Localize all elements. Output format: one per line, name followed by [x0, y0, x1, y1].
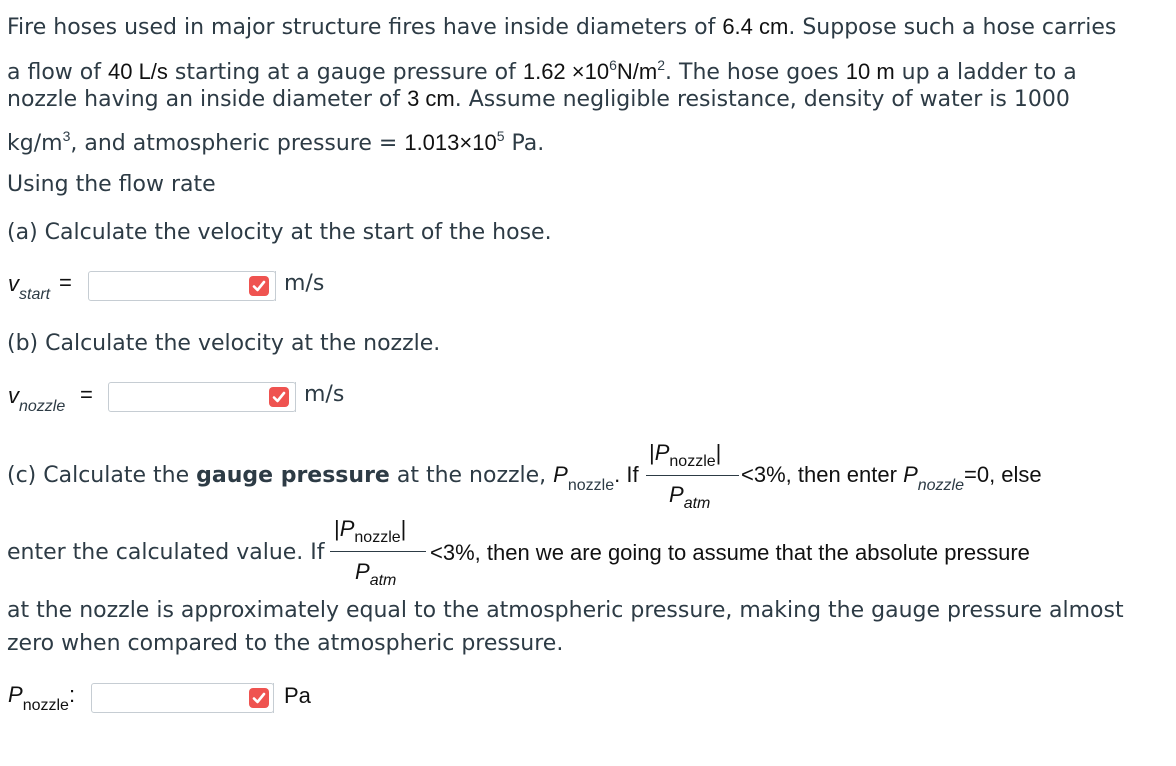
checkmark-icon — [249, 276, 269, 296]
problem-line-4 — [7, 119, 544, 161]
input-separator — [273, 683, 274, 713]
part-c-text: at the nozzle, — [389, 463, 554, 488]
fraction-2-bar — [330, 551, 426, 552]
p-symbol: P — [339, 516, 355, 541]
input-separator — [295, 382, 296, 412]
var-symbol: v — [8, 383, 19, 408]
part-c-text: <3%, then we are going to assume that the absolute pressure — [430, 540, 1030, 565]
var-subscript: start — [19, 286, 51, 303]
checkmark-icon — [269, 387, 289, 407]
problem-text: a flow of — [7, 60, 108, 85]
p-symbol: P — [553, 462, 568, 487]
using-flow-rate-text: Using the flow rate — [7, 172, 216, 197]
fraction-1-numerator: $|P_{nozzle}|$ — [649, 440, 722, 470]
p-subscript: nozzle — [22, 697, 69, 714]
atm-exponent: 5 — [496, 128, 505, 144]
p-subscript: nozzle — [354, 529, 401, 546]
p-subscript: nozzle — [567, 477, 615, 494]
part-c-text: . If — [614, 462, 639, 487]
p-subscript: nozzle — [917, 477, 964, 494]
part-c-variable — [8, 682, 76, 714]
problem-text: . Suppose such a hose carries — [788, 15, 1117, 40]
pressure-mantissa: 1.62 ×10 — [522, 59, 610, 84]
p-symbol: P — [669, 482, 684, 507]
p-symbol: P — [355, 559, 370, 584]
p-symbol: P — [654, 440, 670, 465]
part-c-unit: Pa — [284, 683, 311, 708]
gauge-pressure-emphasis: gauge pressure — [196, 463, 390, 488]
height-value: 10 m — [845, 59, 895, 84]
part-c-question-line-2a: enter the calculated value. If — [7, 540, 325, 565]
part-a-equals: = — [59, 270, 72, 295]
checkmark-icon — [249, 688, 269, 708]
colon: : — [68, 682, 76, 707]
problem-line-1 — [7, 10, 1116, 45]
pressure-unit: N/m — [616, 59, 658, 84]
part-a-question: (a) Calculate the velocity at the start of the hose. — [7, 220, 552, 245]
part-b-unit: m/s — [304, 382, 345, 407]
nozzle-diameter-value: 3 cm — [407, 86, 455, 111]
part-c-question-line-3: at the nozzle is approximately equal to the atmospheric pressure, making the gauge pressure almost — [7, 598, 1124, 623]
density-unit-exponent: 3 — [62, 128, 71, 144]
part-c-question-line-2b — [430, 540, 1030, 566]
problem-text: Fire hoses used in major structure fires have inside diameters of — [7, 15, 723, 40]
part-c-text: <3%, then enter — [741, 462, 904, 487]
problem-text: . The hose goes — [665, 60, 846, 85]
fraction-1-denominator — [669, 482, 711, 512]
atm-mantissa: 1.013×10 — [404, 130, 497, 155]
problem-line-3 — [7, 82, 1070, 117]
atm-subscript: atm — [683, 495, 711, 512]
problem-text: kg/m — [7, 131, 63, 156]
problem-text: , and atmospheric pressure = — [70, 131, 405, 156]
pressure-unit-exponent: 2 — [657, 57, 666, 73]
fraction-1-bar — [646, 475, 739, 476]
input-separator — [275, 271, 276, 301]
part-c-question-line-1 — [7, 462, 639, 494]
pressure-exponent: 6 — [609, 57, 617, 73]
p-symbol: P — [8, 682, 23, 707]
p-symbol: P — [903, 462, 918, 487]
velocity-start-input[interactable] — [88, 271, 276, 301]
problem-text: up a ladder to a — [894, 60, 1077, 85]
flow-value: 40 L/s — [107, 59, 168, 84]
problem-text: . Assume negligible resistance, density of water is 1000 — [454, 87, 1070, 112]
velocity-nozzle-input[interactable] — [108, 382, 296, 412]
diameter-value: 6.4 cm — [722, 14, 789, 39]
part-c-question-line-4: zero when compared to the atmospheric pressure. — [7, 631, 564, 656]
var-subscript: nozzle — [19, 398, 66, 415]
atm-unit: Pa — [504, 131, 538, 156]
fraction-2-denominator — [355, 559, 397, 589]
part-c-question-line-1b — [741, 462, 1042, 494]
part-c-text: =0, else — [964, 462, 1042, 487]
part-b-variable — [8, 383, 66, 415]
problem-text: nozzle having an inside diameter of — [7, 87, 408, 112]
p-subscript: nozzle — [669, 453, 716, 470]
problem-text: . — [537, 131, 545, 156]
fraction-2-numerator: $|P_{nozzle}|$ — [334, 516, 407, 546]
atm-subscript: atm — [369, 572, 397, 589]
var-symbol: v — [8, 271, 19, 296]
gauge-pressure-input[interactable] — [91, 683, 274, 713]
part-c-text: (c) Calculate the — [7, 463, 197, 488]
part-b-question: (b) Calculate the velocity at the nozzle. — [7, 331, 441, 356]
part-a-unit: m/s — [284, 271, 325, 296]
part-a-variable — [8, 271, 51, 303]
part-b-equals: = — [80, 382, 93, 407]
problem-text: starting at a gauge pressure of — [167, 60, 523, 85]
